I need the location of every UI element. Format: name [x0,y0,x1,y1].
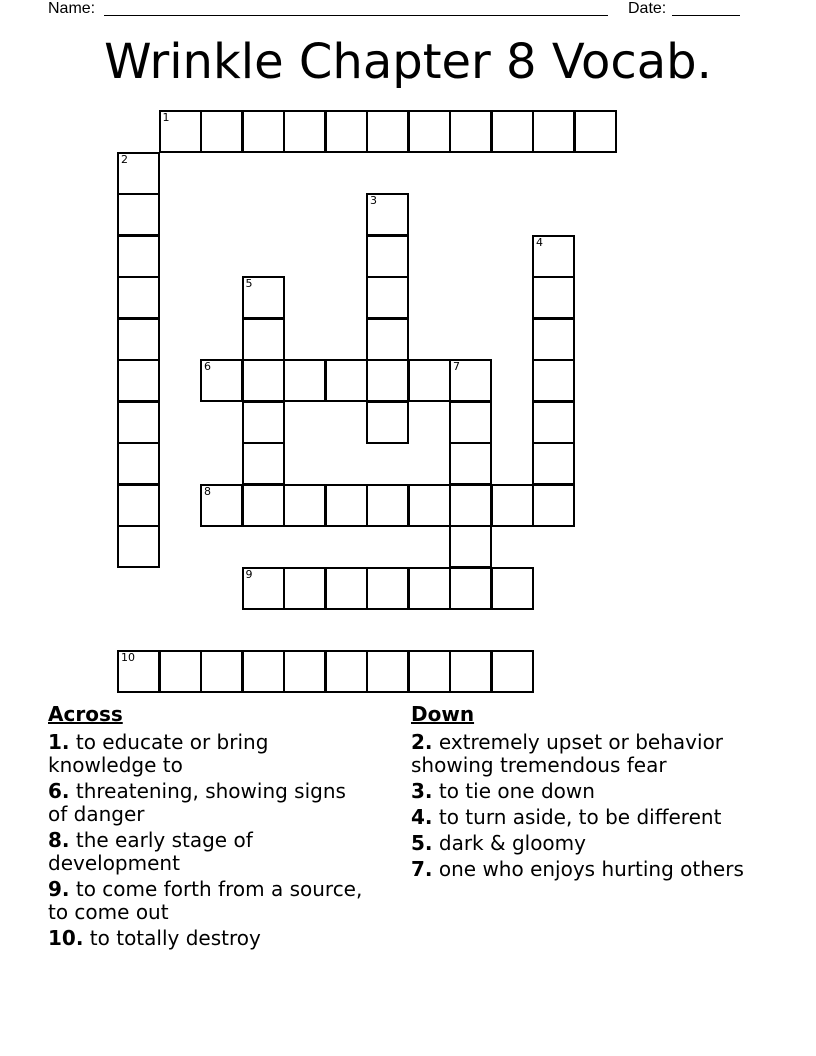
grid-cell[interactable] [242,318,285,361]
grid-cell[interactable] [325,110,368,153]
grid-cell[interactable] [532,359,575,402]
grid-cell[interactable] [283,650,326,693]
grid-cell[interactable] [200,650,243,693]
grid-cell[interactable] [366,484,409,527]
grid-cell[interactable] [366,193,409,236]
clue-number: 9. [48,877,70,901]
grid-cell[interactable] [532,401,575,444]
grid-cell[interactable] [242,567,285,610]
grid-cell[interactable] [117,235,160,278]
clue-number: 7. [411,857,433,881]
clue-number: 8. [48,828,70,852]
grid-cell[interactable] [242,110,285,153]
grid-cell[interactable] [366,276,409,319]
clue-text: to turn aside, to be different [432,805,722,829]
grid-cell[interactable] [532,484,575,527]
grid-cell[interactable] [366,235,409,278]
down-clue [411,806,751,829]
grid-cell[interactable] [449,110,492,153]
across-clue [48,780,368,826]
grid-cell[interactable] [532,110,575,153]
clue-number: 9 [245,567,253,581]
clue-text: to educate or bring knowledge to [48,730,269,777]
grid-cell[interactable] [325,567,368,610]
grid-cell[interactable] [200,484,243,527]
grid-cell[interactable] [366,567,409,610]
across-clue [48,731,368,777]
across-clue [48,829,368,875]
grid-cell[interactable] [283,359,326,402]
grid-cell[interactable] [242,442,285,485]
grid-cell[interactable] [283,484,326,527]
across-clue-list [48,731,368,950]
clue-number: 10. [48,926,84,950]
grid-cell[interactable] [408,484,451,527]
grid-cell[interactable] [408,110,451,153]
grid-cell[interactable] [117,359,160,402]
down-clue [411,858,751,881]
grid-cell[interactable] [159,650,202,693]
clue-number: 1. [48,730,70,754]
across-clues [48,702,368,953]
grid-cell[interactable] [325,359,368,402]
grid-cell[interactable] [449,525,492,568]
clue-number: 4 [536,235,543,249]
clue-text: dark & gloomy [432,831,586,855]
grid-cell[interactable] [117,401,160,444]
clue-number: 1 [162,111,170,124]
grid-cell[interactable] [532,276,575,319]
grid-cell[interactable] [449,359,492,402]
grid-cell[interactable] [366,318,409,361]
grid-cell[interactable] [200,110,243,153]
across-heading: Across [48,702,123,726]
grid-cell[interactable] [117,484,160,527]
grid-cell[interactable] [117,152,160,195]
clue-number: 3 [370,194,377,207]
name-label: Name: [48,0,96,17]
clue-number: 2. [411,730,433,754]
clue-number: 4. [411,805,433,829]
grid-cell[interactable] [408,567,451,610]
grid-cell[interactable] [366,359,409,402]
grid-cell[interactable] [242,359,285,402]
grid-cell[interactable] [491,650,534,693]
page-title: Wrinkle Chapter 8 Vocab. [104,34,712,90]
grid-cell[interactable] [449,442,492,485]
grid-cell[interactable] [408,650,451,693]
clue-text: one who enjoys hurting others [432,857,744,881]
grid-cell[interactable] [242,484,285,527]
down-clue-list [411,731,751,881]
grid-cell[interactable] [117,650,160,693]
clue-text: to tie one down [432,779,595,803]
grid-cell[interactable] [449,401,492,444]
grid-cell[interactable] [491,110,534,153]
grid-cell[interactable] [242,276,285,319]
grid-cell[interactable] [242,401,285,444]
clue-number: 8 [204,484,211,498]
down-clue [411,832,751,855]
grid-cell[interactable] [200,359,243,402]
clue-text: the early stage of development [48,828,253,875]
clue-number: 10 [121,650,135,664]
grid-cell[interactable] [117,193,160,236]
grid-cell[interactable] [366,650,409,693]
clue-number: 6. [48,779,70,803]
grid-cell[interactable] [242,650,285,693]
down-heading: Down [411,702,475,726]
grid-cell[interactable] [574,110,617,153]
clue-number: 6 [204,360,211,373]
grid-cell[interactable] [532,318,575,361]
clue-number: 5. [411,831,433,855]
grid-cell[interactable] [283,567,326,610]
date-label: Date: [628,0,667,17]
across-clue [48,878,368,924]
grid-cell[interactable] [491,484,534,527]
grid-cell[interactable] [159,110,202,153]
grid-cell[interactable] [117,525,160,568]
clue-number: 5 [245,277,253,290]
clue-text: threatening, showing signs of danger [48,779,346,826]
grid-cell[interactable] [117,442,160,485]
grid-cell[interactable] [491,567,534,610]
clue-number: 3. [411,779,433,803]
grid-cell[interactable] [325,650,368,693]
clue-text: extremely upset or behavior showing tremendous fear [411,730,724,777]
down-clues [411,702,751,884]
grid-cell[interactable] [449,650,492,693]
down-clue [411,731,751,777]
clue-number: 7 [453,360,460,373]
grid-cell[interactable] [532,235,575,278]
grid-cell[interactable] [117,276,160,319]
grid-cell[interactable] [408,359,451,402]
grid-cell[interactable] [283,110,326,153]
grid-cell[interactable] [449,567,492,610]
grid-cell[interactable] [117,318,160,361]
grid-cell[interactable] [366,110,409,153]
grid-cell[interactable] [325,484,368,527]
across-clue [48,927,368,950]
grid-cell[interactable] [366,401,409,444]
down-clue [411,780,751,803]
grid-cell[interactable] [532,442,575,485]
clue-number: 2 [121,152,128,166]
grid-cell[interactable] [449,484,492,527]
clue-text: to come forth from a source, to come out [48,877,363,924]
clue-text: to totally destroy [83,926,261,950]
